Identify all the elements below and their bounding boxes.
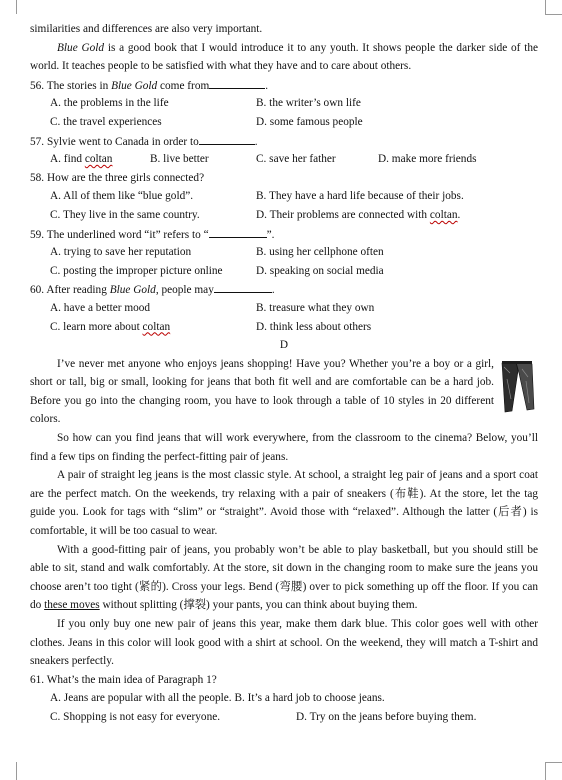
book-title: Blue Gold (57, 41, 105, 54)
q60-option-d[interactable]: D. think less about others (256, 320, 372, 333)
q56-option-b[interactable]: B. the writer’s own life (256, 97, 361, 110)
q58-options-row1 (30, 187, 538, 206)
q59-option-b[interactable]: B. using her cellphone often (256, 246, 384, 259)
q59-option-d[interactable]: D. speaking on social media (256, 264, 384, 277)
q60-options-row2 (30, 318, 538, 337)
q56-options-row2 (30, 113, 538, 132)
passage-paragraph-5: If you only buy one new pair of jeans this year, make them dark blue. This color goes well with other clothes. Jeans in this color will look good with a shirt at school. On the weekend, they will match a T-shirt and sneakers perfectly. (30, 618, 538, 668)
q59-stem: 59. The underlined word “it” refers to “ ”. (30, 225, 538, 244)
q56-options-row1 (30, 94, 538, 113)
book-recommendation (30, 39, 538, 76)
document-content (30, 20, 538, 727)
corner-mark-top-right-h (545, 14, 562, 15)
q58-options-row2 (30, 206, 538, 225)
q61-option-ab[interactable]: A. Jeans are popular with all the people. B. It’s a hard job to choose jeans. (50, 692, 385, 705)
q56-stem: 56. The stories in Blue Gold come from . (30, 76, 538, 95)
passage-intro-block (30, 355, 538, 429)
corner-mark-bottom-right (545, 762, 546, 780)
q59-options-row1 (30, 243, 538, 262)
underlined-phrase: these moves (44, 599, 100, 612)
answer-blank (209, 225, 267, 238)
q60-option-a[interactable]: A. have a better mood (50, 301, 151, 314)
q57-option-d[interactable]: D. make more friends (378, 153, 477, 166)
q58-option-b[interactable]: B. They have a hard life because of their jobs. (256, 190, 464, 203)
q61-options-row1 (30, 689, 538, 708)
q58-stem: 58. How are the three girls connected? (30, 171, 205, 184)
corner-mark-top-right (545, 0, 546, 14)
q61-options-row2 (30, 708, 538, 727)
corner-mark-bottom-left (16, 762, 17, 780)
q60-options-row1 (30, 299, 538, 318)
passage-paragraph-4: With a good-fitting pair of jeans, you probably won’t be able to play basketball, but you should still be able to sit, stand and walk comfortably. At the store, sit down in the changing room to make sure the jeans you choose aren’t too tight (紧的). Cross your legs. Bend (弯腰) over to pick something up off the floor. If you can do these moves without splitting (撑裂) your pants, you can think about buying them. (30, 543, 538, 612)
q61-option-c[interactable]: C. Shopping is not easy for everyone. (50, 710, 221, 723)
q59-options-row2 (30, 262, 538, 281)
section-heading-d: D (279, 339, 289, 352)
intro-end-line: similarities and differences are also very important. (30, 23, 263, 35)
q60-option-b[interactable]: B. treasure what they own (256, 301, 375, 314)
answer-blank (209, 76, 265, 89)
q59-option-c[interactable]: C. posting the improper picture online (50, 264, 223, 277)
q60-stem: 60. After reading Blue Gold, people may . (30, 280, 538, 299)
passage-paragraph-3: A pair of straight leg jeans is the most classic style. At school, a straight leg pair of jeans and a sport coat are the perfect match. On the weekends, try relaxing with a pair of sneakers (布鞋). At the store, let the tag guide you. Look for tags with “slim” or “straight”. Avoid those with “relaxed”. Although the latter (后者) is comfortable, it will be too casual to wear. (30, 469, 538, 538)
q58-option-c[interactable]: C. They live in the same country. (50, 208, 200, 221)
q57-option-b[interactable]: B. live better (150, 153, 209, 166)
answer-blank (214, 280, 272, 293)
q57-stem: 57. Sylvie went to Canada in order to . (30, 132, 538, 151)
q57-option-a[interactable]: A. find coltan (50, 153, 113, 166)
q57-option-c[interactable]: C. save her father (256, 153, 336, 166)
q57-options (30, 150, 538, 169)
q60-option-c[interactable]: C. learn more about coltan (50, 320, 171, 333)
recommendation-text: is a good book that I would introduce it to any youth. It shows people the darker side of the world. It teaches people to be satisfied with what they have and to care about others. (30, 41, 538, 73)
q56-option-d[interactable]: D. some famous people (256, 115, 363, 128)
corner-mark-bottom-right-h (545, 762, 562, 763)
passage-paragraph-2: So how can you find jeans that will work everywhere, from the classroom to the cinema? Below, you’ll find a few tips on finding the perfect-fitting pair of jeans. (30, 432, 538, 463)
q56-option-c[interactable]: C. the travel experiences (50, 115, 162, 128)
q59-option-a[interactable]: A. trying to save her reputation (50, 246, 192, 259)
q58-option-d[interactable]: D. Their problems are connected with coltan. (256, 208, 461, 221)
passage-paragraph-1: I’ve never met anyone who enjoys jeans shopping! Have you? Whether you’re a boy or a girl, short or tall, big or small, looking for jeans that both fit well and are comfortable can be a hard job. Before you go into the changing room, you have to look through a table of 10 styles in 20 different colors. (30, 357, 494, 426)
jeans-icon (498, 359, 538, 415)
q61-stem: 61. What’s the main idea of Paragraph 1? (30, 673, 217, 686)
q61-option-d[interactable]: D. Try on the jeans before buying them. (296, 710, 477, 723)
q56-option-a[interactable]: A. the problems in the life (50, 97, 169, 110)
corner-mark-top-left (16, 0, 17, 14)
q58-option-a[interactable]: A. All of them like “blue gold”. (50, 190, 194, 203)
answer-blank (199, 132, 255, 145)
